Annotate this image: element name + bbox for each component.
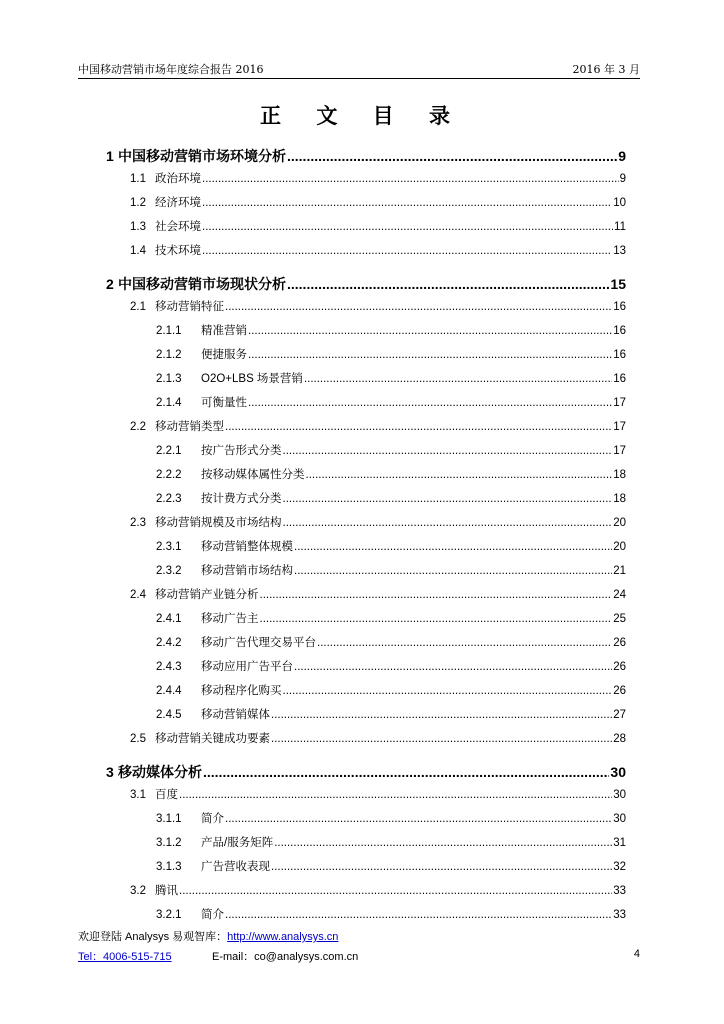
toc-leader-dots — [271, 733, 612, 745]
footer-welcome-line — [78, 928, 338, 944]
toc-leader-dots — [202, 197, 612, 209]
toc-entry-number: 2.1.4 — [156, 397, 182, 409]
toc-entry-page: 16 — [613, 301, 626, 313]
toc-entry-page: 10 — [613, 197, 626, 209]
toc-entry-number: 2.2.1 — [156, 445, 182, 457]
footer-page-number: 4 — [633, 948, 640, 960]
toc-entry[interactable] — [104, 882, 626, 898]
toc-entry-number: 2 — [106, 276, 114, 292]
toc-entry-label: 移动营销市场结构 — [201, 565, 293, 577]
toc-entry-number: 1.3 — [130, 221, 146, 233]
toc-leader-dots — [271, 861, 612, 873]
toc-entry[interactable] — [104, 394, 626, 410]
toc-entry-label: 移动营销整体规模 — [201, 541, 293, 553]
toc-entry-page: 20 — [613, 541, 626, 553]
toc-entry-label: 移动营销特征 — [155, 301, 224, 313]
toc-entry-number: 2.2.3 — [156, 493, 182, 505]
toc-entry[interactable] — [104, 514, 626, 530]
toc-entry-page: 25 — [613, 613, 626, 625]
toc-leader-dots — [225, 909, 612, 921]
toc-entry-page: 30 — [613, 813, 626, 825]
toc-leader-dots — [179, 789, 612, 801]
toc-leader-dots — [225, 813, 612, 825]
header-date: 2016 年 3 月 — [572, 63, 640, 76]
toc-leader-dots — [225, 301, 612, 313]
toc-leader-dots — [287, 276, 609, 292]
toc-entry-label: 移动应用广告平台 — [201, 661, 293, 673]
toc-entry-page: 20 — [613, 517, 626, 529]
toc-entry-number: 3.1.3 — [156, 861, 182, 873]
toc-entry[interactable] — [104, 298, 626, 314]
toc-entry-label: O2O+LBS 场景营销 — [201, 373, 303, 385]
toc-entry-number: 3.1.1 — [156, 813, 182, 825]
page-title: 正 文 目 录 — [260, 103, 464, 128]
toc-entry-label: 移动营销类型 — [155, 421, 224, 433]
footer-tel-link[interactable]: Tel：4006-515-715 — [78, 951, 172, 963]
toc-entry-page: 32 — [613, 861, 626, 873]
toc-entry-label: 经济环境 — [155, 197, 201, 209]
toc-entry-page: 28 — [613, 733, 626, 745]
toc-entry-page: 27 — [613, 709, 626, 721]
footer-contact-line — [78, 948, 640, 964]
toc-entry-number: 2.2 — [130, 421, 146, 433]
toc-leader-dots — [283, 517, 613, 529]
toc-entry-label: 移动营销产业链分析 — [155, 589, 259, 601]
toc-entry-page: 26 — [613, 661, 626, 673]
toc-leader-dots — [283, 685, 613, 697]
toc-entry-number: 3.2.1 — [156, 909, 182, 921]
toc-entry-number: 1 — [106, 148, 114, 164]
toc-entry-number: 3 — [106, 764, 114, 780]
toc-entry-page: 21 — [613, 565, 626, 577]
toc-entry[interactable] — [104, 538, 626, 554]
toc-entry-page: 18 — [613, 493, 626, 505]
footer-email: E-mail：co@analysys.com.cn — [212, 951, 359, 963]
toc-entry-label: 政治环境 — [155, 173, 201, 185]
toc-leader-dots — [260, 589, 613, 601]
toc-entry-number: 2.2.2 — [156, 469, 182, 481]
toc-entry-page: 30 — [613, 789, 626, 801]
toc-entry[interactable] — [104, 490, 626, 506]
toc-entry[interactable] — [104, 658, 626, 674]
toc-entry-label: 简介 — [201, 909, 224, 921]
toc-entry-number: 2.3.1 — [156, 541, 182, 553]
toc-entry-number: 1.4 — [130, 245, 146, 257]
toc-leader-dots — [271, 709, 612, 721]
toc-entry[interactable] — [104, 274, 626, 294]
toc-entry[interactable] — [104, 706, 626, 722]
toc-entry-label: 移动广告代理交易平台 — [201, 637, 316, 649]
toc-entry-number: 2.1.3 — [156, 373, 182, 385]
toc-entry[interactable] — [104, 586, 626, 602]
toc-entry[interactable] — [104, 682, 626, 698]
toc-entry-page: 17 — [613, 445, 626, 457]
toc-entry-page: 16 — [613, 349, 626, 361]
toc-entry-page: 26 — [613, 637, 626, 649]
toc-entry-number: 2.4.5 — [156, 709, 182, 721]
toc-entry-label: 百度 — [155, 789, 178, 801]
toc-entry-page: 15 — [610, 276, 626, 292]
toc-entry-page: 9 — [619, 173, 626, 185]
toc-entry-page: 30 — [610, 764, 626, 780]
toc-entry-label: 社会环境 — [155, 221, 201, 233]
toc-entry[interactable] — [104, 610, 626, 626]
toc-entry-label: 腾讯 — [155, 885, 178, 897]
toc-entry-number: 3.1 — [130, 789, 146, 801]
toc-entry-label: 移动营销关键成功要素 — [155, 733, 270, 745]
toc-entry[interactable] — [104, 194, 626, 210]
toc-entry-page: 33 — [613, 885, 626, 897]
toc-entry-label: 便捷服务 — [201, 349, 247, 361]
toc-entry[interactable] — [104, 322, 626, 338]
toc-leader-dots — [202, 221, 613, 233]
toc-entry[interactable] — [104, 834, 626, 850]
toc-entry-label: 移动营销媒体 — [201, 709, 270, 721]
toc-leader-dots — [287, 148, 617, 164]
toc-entry[interactable] — [104, 634, 626, 650]
toc-leader-dots — [294, 565, 612, 577]
toc-entry[interactable] — [104, 466, 626, 482]
toc-entry[interactable] — [104, 786, 626, 802]
toc-entry-number: 3.2 — [130, 885, 146, 897]
toc-entry-label: 广告营收表现 — [201, 861, 270, 873]
toc-entry[interactable] — [104, 146, 626, 166]
toc-entry-number: 2.3 — [130, 517, 146, 529]
toc-entry-label: 移动程序化购买 — [201, 685, 282, 697]
toc-entry-number: 2.4 — [130, 589, 146, 601]
toc-leader-dots — [248, 325, 612, 337]
toc-entry[interactable] — [104, 442, 626, 458]
toc-entry-page: 17 — [613, 397, 626, 409]
toc-entry[interactable] — [104, 730, 626, 746]
toc-entry-label: 中国移动营销市场现状分析 — [118, 276, 286, 292]
toc-entry-page: 9 — [618, 148, 626, 164]
toc-leader-dots — [202, 173, 619, 185]
toc-leader-dots — [294, 661, 612, 673]
toc-leader-dots — [260, 613, 613, 625]
toc-leader-dots — [283, 493, 613, 505]
toc-leader-dots — [202, 245, 612, 257]
toc-entry[interactable] — [104, 218, 626, 234]
toc-entry-number: 2.4.3 — [156, 661, 182, 673]
toc-entry-page: 17 — [613, 421, 626, 433]
toc-entry-page: 31 — [613, 837, 626, 849]
toc-entry[interactable] — [104, 810, 626, 826]
toc-entry-number: 2.3.2 — [156, 565, 182, 577]
footer-website-link[interactable]: http://www.analysys.cn — [227, 931, 339, 943]
toc-entry-page: 26 — [613, 685, 626, 697]
toc-entry-label: 按计费方式分类 — [201, 493, 282, 505]
toc-leader-dots — [203, 764, 609, 780]
toc-entry-number: 2.1 — [130, 301, 146, 313]
toc-entry[interactable] — [104, 762, 626, 782]
toc-leader-dots — [179, 885, 612, 897]
toc-entry[interactable] — [104, 858, 626, 874]
toc-entry-label: 中国移动营销市场环境分析 — [118, 148, 286, 164]
toc-entry[interactable] — [104, 346, 626, 362]
toc-entry-number: 2.4.1 — [156, 613, 182, 625]
toc-entry-number: 2.4.4 — [156, 685, 182, 697]
toc-entry-label: 移动媒体分析 — [118, 764, 202, 780]
toc-leader-dots — [248, 349, 612, 361]
toc-entry-page: 24 — [613, 589, 626, 601]
toc-entry-page: 18 — [613, 469, 626, 481]
toc-leader-dots — [317, 637, 612, 649]
toc-leader-dots — [294, 541, 612, 553]
toc-leader-dots — [304, 373, 612, 385]
toc-entry-page: 16 — [613, 373, 626, 385]
toc-entry-label: 精准营销 — [201, 325, 247, 337]
toc-entry[interactable] — [104, 370, 626, 386]
toc-entry[interactable] — [104, 418, 626, 434]
toc-entry-number: 3.1.2 — [156, 837, 182, 849]
toc-leader-dots — [225, 421, 612, 433]
toc-entry-number: 1.2 — [130, 197, 146, 209]
toc-entry-number: 2.4.2 — [156, 637, 182, 649]
toc-entry-number: 2.1.1 — [156, 325, 182, 337]
toc-entry[interactable] — [104, 170, 626, 186]
toc-leader-dots — [306, 469, 613, 481]
toc-entry[interactable] — [104, 242, 626, 258]
toc-entry-label: 按移动媒体属性分类 — [201, 469, 305, 481]
header-report-title: 中国移动营销市场年度综合报告 2016 — [78, 63, 264, 76]
toc-leader-dots — [248, 397, 612, 409]
toc-entry-page: 13 — [613, 245, 626, 257]
toc-entry-page: 11 — [614, 221, 626, 233]
page-header — [78, 58, 640, 79]
toc-entry-label: 可衡量性 — [201, 397, 247, 409]
toc-leader-dots — [283, 445, 613, 457]
toc-entry-page: 16 — [613, 325, 626, 337]
toc-entry[interactable] — [104, 906, 626, 922]
toc-entry-label: 技术环境 — [155, 245, 201, 257]
toc-entry-label: 产品/服务矩阵 — [201, 837, 274, 849]
toc-entry-number: 2.1.2 — [156, 349, 182, 361]
toc-entry-label: 简介 — [201, 813, 224, 825]
toc-entry-number: 2.5 — [130, 733, 146, 745]
toc-entry-label: 按广告形式分类 — [201, 445, 282, 457]
toc-entry[interactable] — [104, 562, 626, 578]
toc-entry-page: 33 — [613, 909, 626, 921]
footer-welcome-text: 欢迎登陆 Analysys 易观智库： — [78, 931, 228, 943]
toc-entry-number: 1.1 — [130, 173, 146, 185]
toc-entry-label: 移动广告主 — [201, 613, 259, 625]
toc-leader-dots — [274, 837, 612, 849]
toc-entry-label: 移动营销规模及市场结构 — [155, 517, 282, 529]
